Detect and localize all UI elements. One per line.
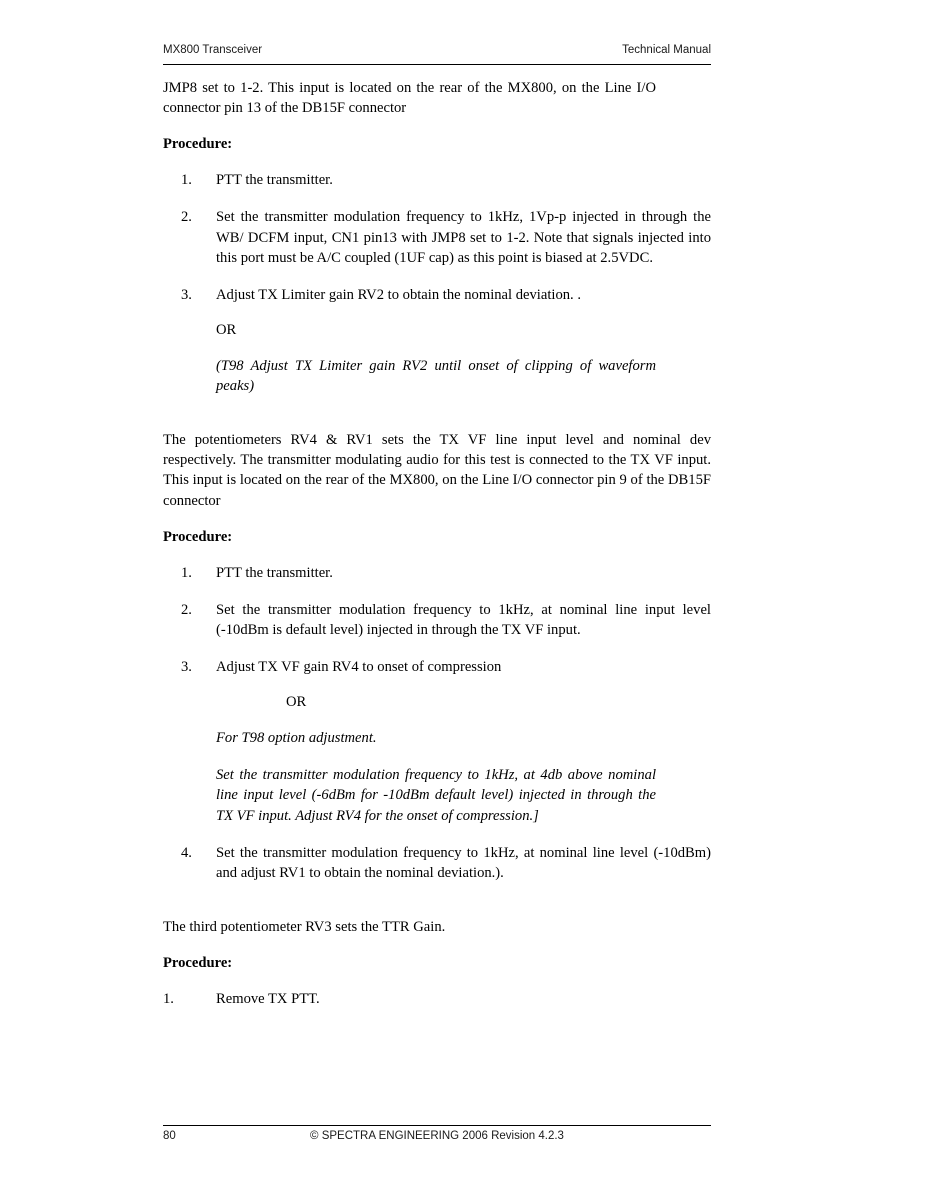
list-item xyxy=(163,285,711,305)
list-item-number: 1. xyxy=(181,172,192,189)
list-item xyxy=(163,657,711,677)
list-item-text: PTT the transmitter. xyxy=(216,172,333,189)
list-item-text: PTT the transmitter. xyxy=(216,564,333,581)
section2-italic-lead: For T98 option adjustment. xyxy=(216,730,377,747)
header-right-text: Technical Manual xyxy=(622,44,711,56)
list-item-number: 3. xyxy=(181,659,192,675)
procedure-list-3 xyxy=(163,989,711,1009)
list-item-text: Set the transmitter modulation frequency to 1kHz, at nominal line input level (-10dBm is default level) injected in through the TX VF input. xyxy=(216,601,711,638)
list-item xyxy=(163,563,711,583)
section2-paragraph: The potentiometers RV4 & RV1 sets the TX VF line input level and nominal dev respectively. The transmitter modulating audio for this test is connected to the TX VF input. This input is located on the rear of the MX800, on the Line I/O connector pin 9 of the DB15F connector xyxy=(163,432,711,509)
procedure-heading-1: Procedure: xyxy=(163,136,233,153)
intro-paragraph: JMP8 set to 1-2. This input is located on the rear of the MX800, on the Line I/O connector pin 13 of the DB15F connector xyxy=(163,80,656,117)
list-item xyxy=(163,600,711,640)
list-item-number: 4. xyxy=(181,844,192,861)
list-item-number: 1. xyxy=(163,991,174,1007)
list-item-text: Set the transmitter modulation frequency to 1kHz, at nominal line level (-10dBm) and adjust RV1 to obtain the nominal deviation.). xyxy=(216,844,711,881)
list-item xyxy=(163,843,711,883)
page-content xyxy=(163,78,711,1009)
section-spacer xyxy=(163,396,711,430)
copyright-text: © SPECTRA ENGINEERING 2006 Revision 4.2.3 xyxy=(310,1130,564,1142)
list-item-number: 2. xyxy=(181,601,192,618)
list-item-text: Set the transmitter modulation frequency to 1kHz, 1Vp-p injected in through the WB/ DCFM input, CN1 pin13 with JMP8 set to 1-2. Note that signals injected into this port must be A/C coupled (1UF cap) as this point is biased at 2.5VDC. xyxy=(216,209,711,266)
list-item xyxy=(163,170,711,190)
header-divider xyxy=(163,64,711,65)
or-label-1: OR xyxy=(216,321,237,338)
header-left-text: MX800 Transceiver xyxy=(163,44,263,56)
list-item-text: Adjust TX VF gain RV4 to onset of compression xyxy=(216,659,502,675)
page-header xyxy=(163,44,711,56)
procedure-list-2 xyxy=(163,563,711,678)
section3-paragraph: The third potentiometer RV3 sets the TTR Gain. xyxy=(163,918,446,935)
list-item xyxy=(163,989,711,1009)
section1-italic-note: (T98 Adjust TX Limiter gain RV2 until onset of clipping of waveform peaks) xyxy=(216,357,656,394)
list-item-number: 2. xyxy=(181,209,192,226)
list-item-text: Remove TX PTT. xyxy=(216,991,320,1007)
procedure-list-1 xyxy=(163,170,711,305)
section-spacer-2 xyxy=(163,883,711,917)
list-item-number: 3. xyxy=(181,286,192,303)
page-number: 80 xyxy=(163,1130,176,1142)
or-label-2: OR xyxy=(286,694,307,711)
list-item-number: 1. xyxy=(181,564,192,581)
list-item xyxy=(163,207,711,267)
list-item-text: Adjust TX Limiter gain RV2 to obtain the nominal deviation. . xyxy=(216,286,581,303)
footer-divider xyxy=(163,1125,711,1126)
procedure-heading-3: Procedure: xyxy=(163,955,233,971)
procedure-list-2-cont xyxy=(163,843,711,883)
section2-italic-note: Set the transmitter modulation frequency to 1kHz, at 4db above nominal line input level (-6dBm for -10dBm default level) injected in through the TX VF input. Adjust RV4 for the onset of compression.] xyxy=(216,767,656,824)
procedure-heading-2: Procedure: xyxy=(163,528,233,545)
